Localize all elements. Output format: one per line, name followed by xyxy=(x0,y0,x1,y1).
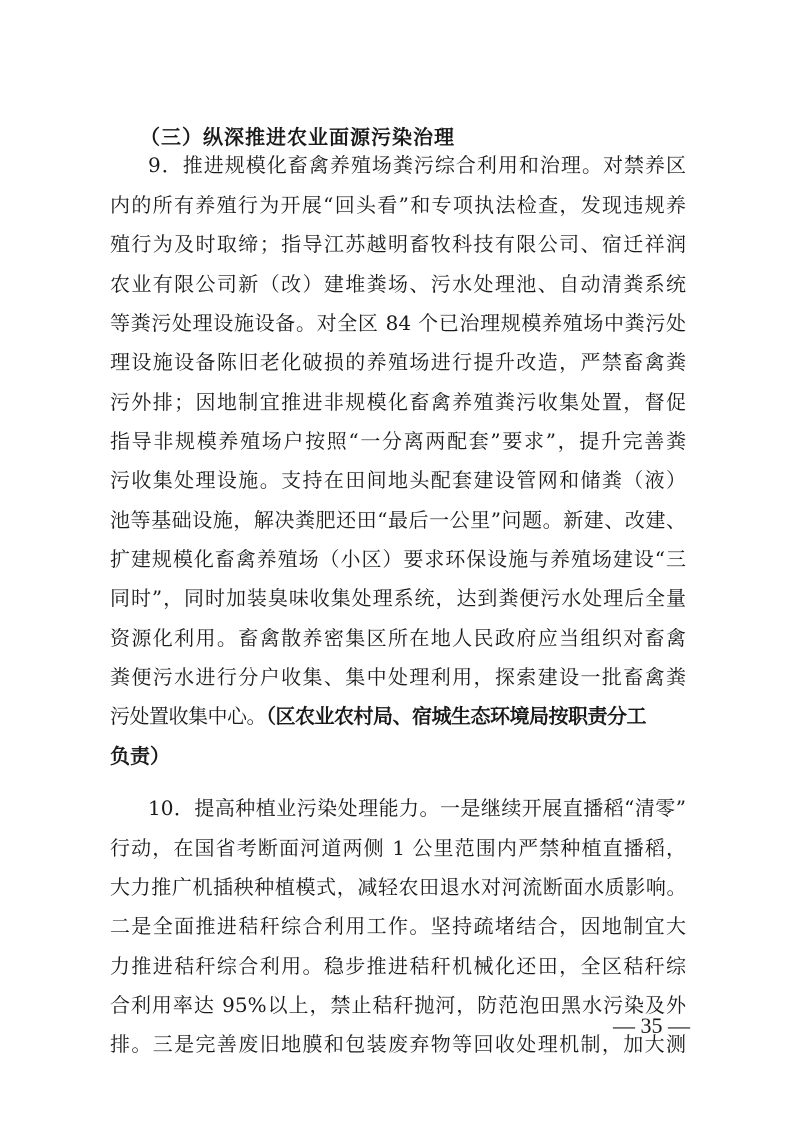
paragraph-line: 排。三是完善废旧地膜和包装废弃物等回收处理机制，加大测 xyxy=(110,1032,686,1056)
paragraph-line: 资源化利用。畜禽散养密集区所在地人民政府应当组织对畜禽 xyxy=(110,626,686,650)
paragraph-line: 内的所有养殖行为开展“回头看”和专项执法检查，发现违规养 xyxy=(110,193,686,217)
paragraph-line: 污外排；因地制宜推进非规模化畜禽养殖粪污收集处置，督促 xyxy=(110,390,686,414)
responsible-agencies: （区农业农村局、宿城生态环境局按职责分工 xyxy=(266,704,646,728)
paragraph-line: 二是全面推进秸秆综合利用工作。坚持疏堵结合，因地制宜大 xyxy=(110,914,686,938)
responsible-agencies-end: 负责） xyxy=(110,744,170,768)
paragraph-text: 污处置收集中心。 xyxy=(110,704,266,728)
paragraph-line: 殖行为及时取缔；指导江苏越明畜牧科技有限公司、宿迁祥润 xyxy=(110,232,686,256)
paragraph-line xyxy=(110,741,686,771)
paragraph-line: 粪便污水进行分户收集、集中处理利用，探索建设一批畜禽粪 xyxy=(110,665,686,689)
paragraph-line: 力推进秸秆综合利用。稳步推进秸秆机械化还田，全区秸秆综 xyxy=(110,954,686,978)
paragraph-line: 理设施设备陈旧老化破损的养殖场进行提升改造，严禁畜禽粪 xyxy=(110,350,686,374)
paragraph-line: 9．推进规模化畜禽养殖场粪污综合利用和治理。对禁养区 xyxy=(148,153,686,177)
paragraph-line: 合利用率达 95%以上，禁止秸秆抛河，防范泡田黑水污染及外 xyxy=(110,993,686,1017)
page-number: — 35 — xyxy=(613,1013,690,1038)
section-heading: （三）纵深推进农业面源污染治理 xyxy=(140,125,455,149)
paragraph-line: 同时”，同时加装臭味收集处理系统，达到粪便污水处理后全量 xyxy=(110,586,686,610)
paragraph-line: 指导非规模养殖场户按照“一分离两配套”要求”，提升完善粪 xyxy=(110,429,686,453)
paragraph-line: 污收集处理设施。支持在田间地头配套建设管网和储粪（液） xyxy=(110,468,686,492)
paragraph-line: 10．提高种植业污染处理能力。一是继续开展直播稻“清零” xyxy=(148,796,686,820)
paragraph-line: 池等基础设施，解决粪肥还田“最后一公里”问题。新建、改建、 xyxy=(110,508,686,532)
paragraph-line: 扩建规模化畜禽养殖场（小区）要求环保设施与养殖场建设“三 xyxy=(110,547,686,571)
paragraph-line xyxy=(110,701,686,731)
paragraph-line: 大力推广机插秧种植模式，减轻农田退水对河流断面水质影响。 xyxy=(110,875,686,899)
paragraph-line: 农业有限公司新（改）建堆粪场、污水处理池、自动清粪系统 xyxy=(110,272,686,296)
paragraph-line: 行动，在国省考断面河道两侧 1 公里范围内严禁种植直播稻， xyxy=(110,836,686,860)
paragraph-line: 等粪污处理设施设备。对全区 84 个已治理规模养殖场中粪污处 xyxy=(110,311,686,335)
